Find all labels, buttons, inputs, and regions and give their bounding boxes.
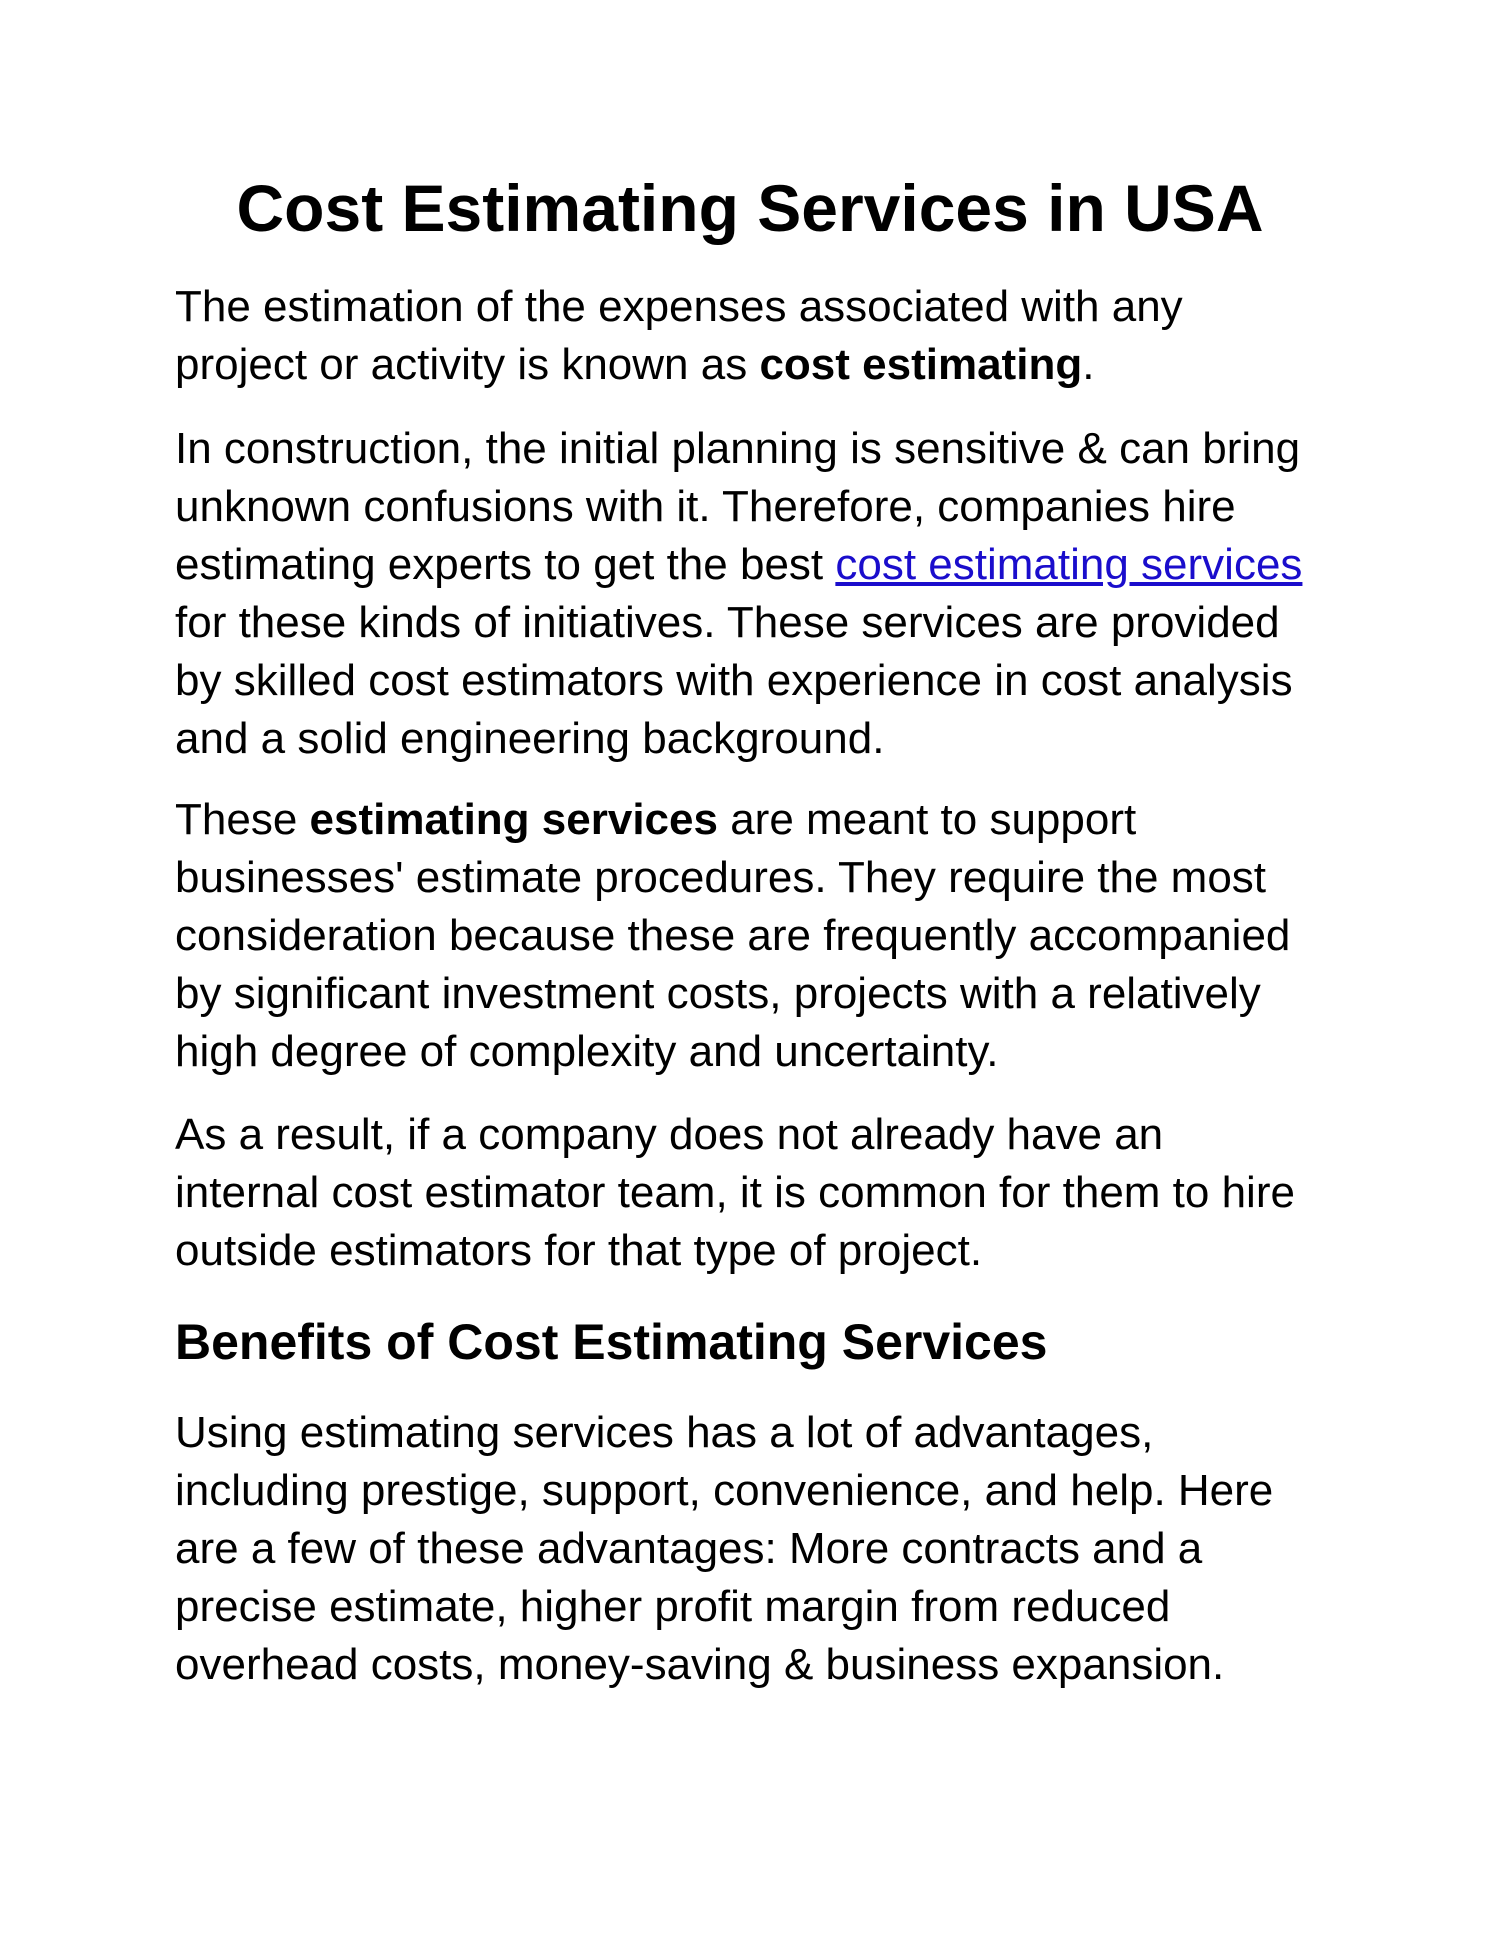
text-line: and a solid engineering background.: [175, 714, 885, 763]
services-paragraph: [175, 791, 1375, 1081]
text-line: by significant investment costs, projects with a relatively: [175, 969, 1261, 1018]
text: are meant to support: [717, 795, 1137, 844]
page-title: Cost Estimating Services in USA: [236, 171, 1264, 245]
text-line: [175, 336, 1375, 394]
text: project or activity is known as: [175, 340, 760, 389]
result-paragraph: [175, 1106, 1375, 1280]
text-line: outside estimators for that type of project.: [175, 1226, 983, 1275]
text-line: for these kinds of initiatives. These services are provided: [175, 598, 1280, 647]
text-line: In construction, the initial planning is sensitive & can bring: [175, 424, 1301, 473]
text-line: consideration because these are frequently accompanied: [175, 911, 1291, 960]
text-line: unknown confusions with it. Therefore, companies hire: [175, 482, 1236, 531]
text-line: Using estimating services has a lot of advantages,: [175, 1408, 1154, 1457]
bold-term: estimating services: [309, 795, 718, 844]
benefits-heading: Benefits of Cost Estimating Services: [175, 1314, 1048, 1370]
text-line: high degree of complexity and uncertainty.: [175, 1027, 999, 1076]
text: estimating experts to get the best: [175, 540, 836, 589]
benefits-paragraph: [175, 1404, 1375, 1694]
cost-estimating-services-link[interactable]: cost estimating services: [835, 540, 1303, 589]
intro-paragraph: [175, 278, 1375, 394]
text-line: including prestige, support, convenience, and help. Here: [175, 1466, 1274, 1515]
text-line: [175, 536, 1375, 594]
text-line: overhead costs, money-saving & business expansion.: [175, 1640, 1225, 1689]
text-line: internal cost estimator team, it is common for them to hire: [175, 1168, 1295, 1217]
text-line: precise estimate, higher profit margin from reduced: [175, 1582, 1171, 1631]
bold-term: cost estimating: [759, 340, 1083, 389]
text-line: As a result, if a company does not already have an: [175, 1110, 1164, 1159]
construction-paragraph: [175, 420, 1375, 768]
text: These: [175, 795, 310, 844]
text-line: [175, 791, 1375, 849]
text-line: The estimation of the expenses associated with any: [175, 282, 1183, 331]
text-line: by skilled cost estimators with experience in cost analysis: [175, 656, 1293, 705]
text-line: are a few of these advantages: More contracts and a: [175, 1524, 1203, 1573]
text-line: businesses' estimate procedures. They require the most: [175, 853, 1267, 902]
text: .: [1082, 340, 1095, 389]
